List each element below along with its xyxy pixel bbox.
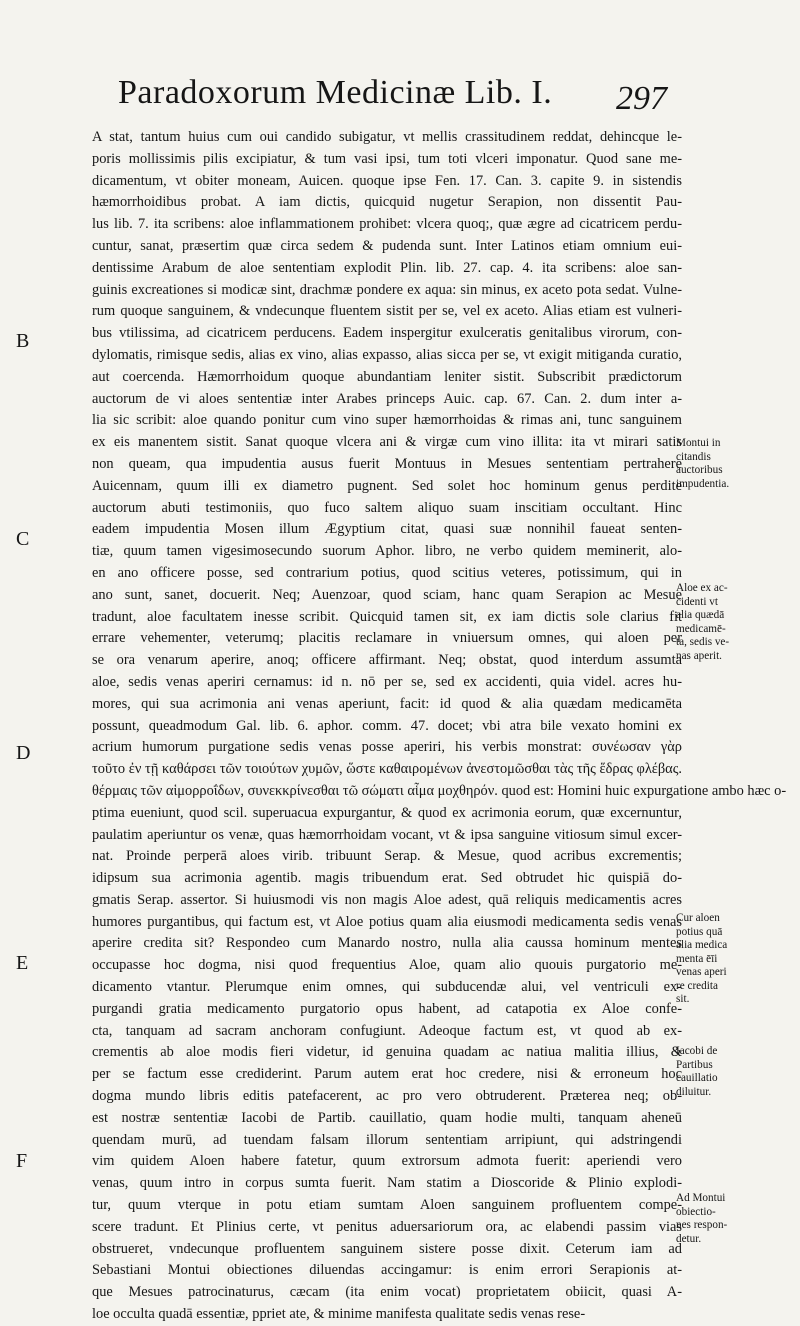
text-line: Sebastiani Montui obiectiones diluendas accingamur: is enim errori Serapionis at- (92, 1262, 682, 1279)
section-letter-e: E (16, 952, 29, 974)
text-line: auctorum abuti testimoniis, quo fuco saltem aliquo suam inscitiam occultant. Hinc (92, 499, 682, 516)
text-line: non queam, qua impudentia ausus fuerit Montuus in Mesues sententiam pertrahere (92, 455, 682, 472)
text-line: guinis excreationes si modicæ sint, drachmæ pondere ex aqua: sin minus, ex aceto pota sedat. Vulne- (92, 281, 682, 298)
section-letter-d: D (16, 742, 31, 764)
margin-note-line: medicamē- (676, 622, 726, 635)
text-line: lia sic scribit: aloe quando ponitur cum vino super hæmorrhoidas & rimas ani, tunc sanguinem (92, 412, 682, 429)
text-line: Auicennam, quum illi ex diametro pugnent. Sed solet hoc hominum genus perdite (92, 477, 682, 494)
margin-note-line: auctoribus (676, 464, 723, 476)
text-line: se ora venarum aperire, anoq; officere affirmant. Neq; obstat, quod interdum assumta (92, 652, 682, 669)
margin-note-line: citandis (676, 450, 711, 463)
text-line: gmatis Serap. assertor. Si huiusmodi vis non magis Aloe adest, quā reliquis medicamentis acres (92, 891, 682, 908)
margin-note-line: nes respon- (676, 1219, 728, 1231)
text-line: que Mesues patrocinaturus, cæcam (ita enim vocat) proprietatem obiicit, quasi A- (92, 1284, 682, 1301)
text-line: ex eis manentem sistit. Sanat quoque vlcera ani & virgæ cum vino illita: ita vt mirari satis (92, 434, 682, 451)
text-line: dentissime Arabum de aloe sententiam explodit Plin. lib. 27. cap. 4. ita scribens: aloe san- (92, 259, 682, 276)
margin-note-line: alia quædā (676, 609, 725, 621)
text-line: bus vtilissima, ad cicatricem perducens. Eadem inspergitur exulceratis genitalibus virorum, con- (92, 325, 682, 342)
text-line: ptima eueniunt, quod scil. superuacua expurgantur, & quod ex acrimonia eorum, quæ excernuntur, (92, 804, 682, 821)
text-line: τοῦτο ἐν τῇ καθάρσει τῶν τοιούτων χυμῶν, ὥστε καθαιρομένων ἀνεστομῶσθαι τὰς τῆς ἕδρας φλέβας. (92, 761, 682, 778)
text-line: dogma mundo libris editis patefacerent, ac pro vero obtruderent. Præterea neq; ob- (92, 1088, 682, 1105)
margin-note-line: Iacobi de (676, 1045, 718, 1057)
text-line: hæmorrhoidibus probat. A iam dictis, quicquid nugetur Serapion, non dissentit Pau- (92, 194, 682, 211)
text-line: venas, quum intro in corpus sumta fuerit. Nam statim a Dioscoride & Plinio explodi- (92, 1175, 682, 1192)
margin-note-aloe-ex-accidenti (676, 582, 794, 663)
text-line: purgandi gratia medicamento purgatorio opus habent, ad catapotia ex Aloe confe- (92, 1000, 682, 1017)
text-line: dicamento vtantur. Plerumque enim omnes, qui subducendæ alui, vel ventriculi ex- (92, 979, 682, 996)
running-title: Paradoxorum Medicinæ Lib. I. (118, 74, 553, 111)
text-line: poris mollissimis pilis excipiatur, & tum vasi ipsi, tum toti vlceri imponatur. Quod sane me- (92, 150, 682, 167)
text-line: lus lib. 7. ita scribens: aloe inflammationem prohibet: vlcera quoq;, quæ ægre ad cicatricem perdu- (92, 216, 682, 233)
text-line: mores, qui sua acrimonia ani venas aperiunt, facit: id quod & alia quædam medicamēta (92, 695, 682, 712)
text-line: cta, tanquam ad sacram anchoram confugiunt. Adeoque factum est, vt quod ab ex- (92, 1022, 682, 1039)
section-letter-c: C (16, 528, 30, 550)
text-line: dylomatis, rimisque sedis, alias ex vino, alias expasso, alias sicca per se, vt exigit mitiganda curatio, (92, 346, 682, 363)
text-line: paulatim aperiuntur os venæ, quas hæmorrhoidam vocant, vt & ipsa sanguine vitiosum simul excer- (92, 826, 682, 843)
margin-note-line: alia medica (676, 939, 728, 951)
text-line: tiæ, quum tamen vigesimosecundo suorum Aphor. libro, ne verbo quidem meminerit, alo- (92, 543, 682, 560)
text-line: vim quidem Aloen habere fatetur, quum extrorsum admota fuerit: aperiendi vero (92, 1153, 682, 1170)
section-letter-b: B (16, 330, 30, 352)
page-number: 297 (616, 80, 667, 117)
text-line: idipsum sua acrimonia agentib. magis tribuendum erat. Sed obtrudet hic quispiā do- (92, 870, 682, 887)
text-line: scere tradunt. Et Plinius certe, vt penitus aduersariorum ora, ac elabendi passim vias (92, 1218, 682, 1235)
margin-note-line: Cur aloen (676, 912, 720, 924)
text-line: humores purgantibus, qui factum est, vt Aloe potius quam alia eiusmodi medicamenta sedis venas (92, 913, 682, 930)
margin-note-line: Montui in (676, 437, 721, 449)
text-line: per se factum esse crediderint. Parum autem erat hoc credere, nisi & erroneum hoc (92, 1066, 682, 1083)
margin-note-line: nas aperit. (676, 649, 722, 662)
margin-note-iacobi-de-partibus (676, 1045, 794, 1099)
margin-note-line: sit. (676, 993, 690, 1005)
text-line: loe occulta quadā essentiæ, ppriet ate, & minime manifesta qualitate sedis venas rese- (92, 1306, 586, 1323)
margin-note-ad-montui (676, 1192, 794, 1246)
margin-note-line: Ad Montui (676, 1192, 726, 1204)
text-line: tur, quum vterque in potu etiam sumtam Aloen sanguinem profluentem compe- (92, 1197, 682, 1214)
margin-note-line: diluitur. (676, 1085, 712, 1098)
text-line: errare vehementer, veterumq; placitis reclamare in vniuersum omnes, qui aloen per (92, 630, 682, 647)
text-line: crementis ab aloe modis fieri videtur, id genuina quadam ac natiua malitia illius, & (92, 1044, 682, 1061)
text-line: obstrueret, vndecunque profluentem sanguinem sistere posse dixit. Ceterum iam ad (92, 1240, 682, 1257)
text-line: aloe, sedis venas aperiri cernamus: id n. nō per se, sed ex accidenti, quia videl. acres hu- (92, 673, 682, 690)
text-line: auctorum de vi aloes sententiæ inter Arabes princeps Auic. cap. 67. Can. 2. dum inter a- (92, 390, 682, 407)
text-line: nat. Proinde perperā aloes virib. tribuunt Serap. & Mesue, quod acribus excrementis; (92, 848, 682, 865)
margin-note-line: cidenti vt (676, 595, 718, 608)
margin-note-line: impudentia. (676, 477, 730, 490)
margin-note-line: Partibus (676, 1058, 713, 1071)
margin-note-line: Aloe ex ac- (676, 582, 728, 594)
margin-note-line: venas aperi (676, 966, 727, 978)
margin-note-line: menta ēīi (676, 952, 718, 965)
text-line: θέρμαις τῶν αἱμορροΐδων, συνεκκρίνεσθαι τῶ σώματι αἷμα μοχθηρόν. quod est: Homini huic expurgatione ambo hæc o- (92, 782, 787, 799)
margin-note-line: potius quā (676, 925, 723, 938)
text-line: eadem impudentia Mosen illum Ægyptium citat, quasi suæ nonnihil faueat senten- (92, 521, 682, 538)
text-line: tradunt, aloe facultatem inesse scribit. Quicquid tamen sit, ex iam dictis sole clarius fit (92, 608, 682, 625)
text-line: dicamentum, vt obiter moneam, Auicen. quoque ipse Fen. 17. Can. 3. capite 9. in sistendis (92, 172, 682, 189)
text-line: cuntur, sanat, præsertim quæ circa sedem & pudenda sunt. Inter Latinos etiam omnium eui- (92, 237, 682, 254)
margin-note-cur-aloen (676, 912, 794, 1007)
text-line: est nostræ sententiæ Iacobi de Partib. cauillatio, quam hodie multi, tanquam aheneū (92, 1109, 682, 1126)
margin-note-line: obiectio- (676, 1205, 716, 1218)
text-line: aperire credita sit? Respondeo cum Manardo nostro, nulla alia caussa hominum mentes (92, 935, 682, 952)
margin-note-line: re credita (676, 979, 718, 992)
text-line: rum quoque sanguinem, & vndecunque fluentem sistit per se, vel ex aceto. Alias etiam est vulneri- (92, 303, 682, 320)
text-line: acrium humorum purgatione sedis venas posse aperiri, his verbis monstrat: συνέωσαν γὰρ (92, 739, 682, 756)
text-line: possunt, queadmodum Gal. lib. 6. aphor. comm. 47. docet; vbi atra bile vexato homini ex (92, 717, 682, 734)
text-line: occupasse hoc dogma, nisi quod frequentius Aloe, quam alio quouis purgatorio me- (92, 957, 682, 974)
section-letter-f: F (16, 1150, 28, 1172)
text-line: en ano officere posse, sed contrarium potius, quod scitius veteres, potissimum, qui in (92, 564, 682, 581)
margin-note-line: cauillatio (676, 1072, 718, 1084)
text-line: aut coercenda. Hæmorrhoidum quoque abundantiam leniter sistit. Subscribit prædictorum (92, 368, 682, 385)
text-line: ano sunt, sanet, docuerit. Neq; Auenzoar, quod sciam, hanc quam Serapion ac Mesue (92, 586, 682, 603)
margin-note-montui-impudentia (676, 437, 794, 491)
text-line: quendam murū, ad tuendam falsam illorum sententiam arripiunt, qui adstringendi (92, 1131, 682, 1148)
margin-note-line: detur. (676, 1232, 702, 1245)
text-line: A stat, tantum huius cum oui candido subigatur, vt mellis crassitudinem reddat, dehincque le- (92, 129, 682, 145)
margin-note-line: ta, sedis ve- (676, 636, 730, 648)
